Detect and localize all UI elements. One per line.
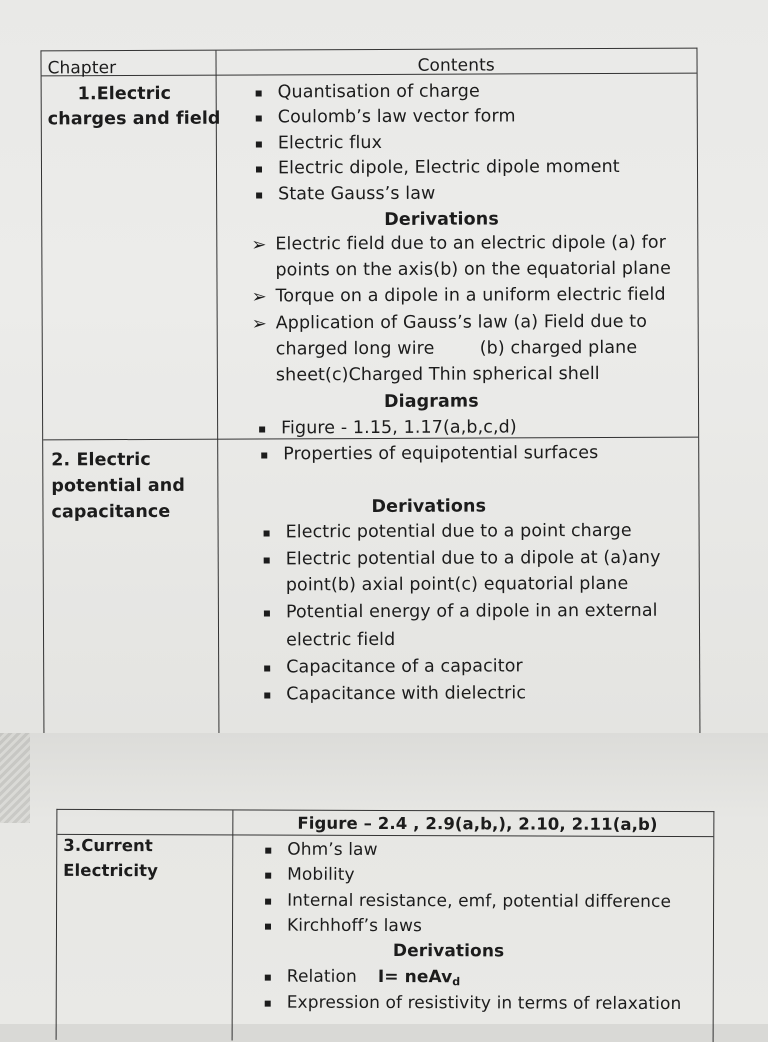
list-item-continuation: electric field: [286, 629, 396, 651]
list-item-continuation: sheet(c)Charged Thin spherical shell: [275, 363, 600, 386]
list-item: State Gauss’s law: [278, 183, 436, 205]
list-item: Properties of equipotential surfaces: [283, 443, 599, 465]
list-item: Electric dipole, Electric dipole moment: [277, 156, 620, 179]
list-item-continuation: points on the axis(b) on the equatorial plane: [275, 258, 671, 281]
header-divider: [57, 834, 713, 837]
list-item: Ohm’s law: [287, 839, 378, 860]
list-item: Expression of resistivity in terms of relaxation: [286, 992, 682, 1015]
chapter-2-title-line3: capacitance: [51, 501, 171, 523]
list-item: Electric potential due to a point charge: [285, 520, 632, 543]
syllabus-table-1: [40, 48, 700, 733]
list-item: Capacitance with dielectric: [286, 683, 527, 705]
header-chapter: Chapter: [47, 58, 117, 79]
list-item: Electric flux: [277, 132, 383, 154]
chapter-1-title-line1: 1.Electric: [77, 83, 172, 105]
header-divider: [42, 73, 697, 77]
column-divider: [232, 810, 234, 1040]
list-item-continuation: point(b) axial point(c) equatorial plane: [285, 573, 629, 596]
list-item: ➢ Electric field due to an electric dipole (a) for: [251, 232, 667, 256]
list-item: Electric potential due to a dipole at (a)any: [285, 547, 661, 570]
derivations-heading: Derivations: [384, 209, 499, 230]
derivations-heading: Derivations: [392, 941, 505, 962]
syllabus-table-2: [56, 809, 715, 1042]
diagrams-heading: Diagrams: [383, 391, 479, 412]
arrow-bullet-icon: ➢: [251, 313, 267, 335]
chapter-3-title-line2: Electricity: [63, 860, 158, 881]
column-divider: [215, 51, 219, 733]
list-item: Kirchhoff’s laws: [286, 915, 422, 937]
list-item: Figure - 1.15, 1.17(a,b,c,d): [281, 417, 517, 439]
relation-formula: I= neAv: [377, 966, 453, 988]
chapter-2-title-line2: potential and: [51, 475, 186, 497]
page-edge-shadow: [0, 733, 30, 823]
figure-row: Figure – 2.4 , 2.9(a,b,), 2.10, 2.11(a,b): [297, 813, 658, 834]
chapter-1-title-line2: charges and field: [47, 108, 221, 130]
arrow-bullet-icon: ➢: [251, 286, 267, 308]
list-item: [287, 967, 461, 989]
list-item: Potential energy of a dipole in an external: [285, 600, 658, 623]
chapter-2-title-line1: 2. Electric: [51, 449, 151, 471]
list-item: Quantisation of charge: [277, 81, 480, 103]
list-item: Capacitance of a capacitor: [286, 656, 523, 678]
list-item-continuation: charged long wire (b) charged plane: [275, 337, 638, 360]
relation-subscript: d: [452, 975, 461, 989]
arrow-bullet-icon: ➢: [251, 234, 267, 256]
derivations-heading: Derivations: [371, 496, 487, 517]
chapter-3-title-line1: 3.Current: [63, 835, 153, 856]
header-contents: Contents: [417, 55, 495, 76]
relation-label: Relation: [286, 966, 357, 987]
list-item: Internal resistance, emf, potential difference: [287, 890, 672, 912]
list-item: Coulomb’s law vector form: [277, 106, 516, 128]
list-item: Mobility: [287, 864, 355, 885]
list-item: ➢ Application of Gauss’s law (a) Field due to: [251, 311, 648, 335]
list-item: ➢ Torque on a dipole in a uniform electric field: [251, 284, 666, 308]
